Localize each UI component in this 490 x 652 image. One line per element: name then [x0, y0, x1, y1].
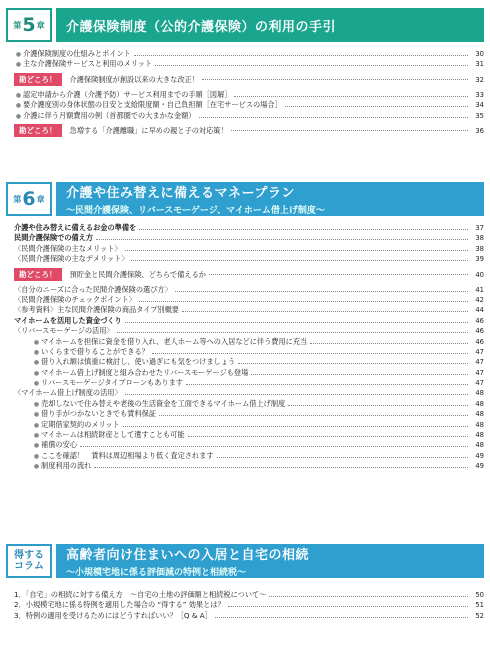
- chapter-6-toc-continued: [6, 285, 484, 472]
- toc-entry-text: 介護に伴う月額費用の例（首都圏での大まかな金額）: [23, 110, 196, 120]
- toc-entry-text: マイホームは相続財産として遺すことも可能: [41, 430, 185, 440]
- toc-page-number: 35: [475, 111, 484, 120]
- chapter-5-header: [6, 8, 484, 42]
- toc-entry-text: 1．「自宅」の相続に対する備え方 〜自宅の土地の評価額と相続税について〜: [14, 590, 267, 599]
- bullet-icon: ●: [33, 338, 40, 346]
- toc-entry-text: 借り入れ額は慎重に検討し、使い過ぎにも気をつけましょう: [41, 357, 236, 367]
- toc-page-number: 47: [475, 368, 484, 377]
- chapter-number: 6: [22, 187, 36, 210]
- toc-entry[interactable]: [6, 233, 484, 243]
- toc-page-number: 39: [475, 255, 484, 264]
- column-toc: [6, 590, 484, 621]
- toc-page-number: 30: [475, 50, 484, 58]
- chapter-5-section: [6, 8, 484, 141]
- toc-entry-text: 〈自分のニーズに合った民間介護保険の選び方〉: [14, 284, 172, 294]
- toc-entry-text: 認定申請から介護（介護予防）サービス利用までの手順［図解］: [23, 89, 232, 99]
- column-title: 高齢者向け住まいへの入居と自宅の相続: [66, 548, 310, 563]
- dot-leader: [209, 274, 468, 275]
- toc-page-number: 47: [475, 347, 484, 356]
- dot-leader: [123, 426, 468, 427]
- toc-page-number: 52: [475, 611, 484, 620]
- toc-entry-text: 〈リバースモーゲージの活用〉: [14, 326, 114, 336]
- chapter-6-title: 介護や住み替えに備えるマネープラン: [66, 186, 295, 201]
- column-title-bar: [56, 544, 484, 578]
- toc-page-number: 37: [475, 224, 484, 232]
- bullet-icon: ●: [15, 91, 22, 99]
- toc-entry[interactable]: [6, 611, 484, 621]
- dot-leader: [155, 65, 468, 66]
- point-tag: 勘どころ！: [14, 268, 62, 281]
- toc-page-number: 38: [475, 234, 484, 243]
- bullet-icon: ●: [33, 452, 40, 460]
- toc-page-number: 40: [475, 270, 484, 279]
- toc-entry-text: 補償の安心: [41, 440, 77, 450]
- toc-page-number: 48: [475, 410, 484, 419]
- toc-entry[interactable]: [6, 100, 484, 110]
- toc-entry-text: 〈参考資料〉主な民間介護保険の商品タイプ別概要: [14, 305, 179, 315]
- dot-leader: [139, 301, 468, 302]
- column-section: [6, 544, 484, 621]
- toc-entry[interactable]: [6, 590, 484, 600]
- dot-leader: [231, 130, 468, 131]
- toc-page-number: 46: [475, 316, 484, 325]
- bullet-icon: ●: [15, 51, 22, 58]
- toc-entry[interactable]: [6, 223, 484, 233]
- toc-entry[interactable]: [6, 244, 484, 254]
- column-badge: [6, 544, 52, 578]
- dot-leader: [269, 596, 468, 597]
- toc-entry[interactable]: [6, 285, 484, 295]
- dot-leader: [288, 405, 468, 406]
- dot-leader: [310, 343, 468, 344]
- dot-leader: [182, 311, 468, 312]
- dot-leader: [94, 467, 468, 468]
- chapter-5-badge: [6, 8, 52, 42]
- dot-leader: [125, 394, 468, 395]
- toc-entry-text: 主な介護保険サービスと利用のメリット: [23, 59, 153, 69]
- toc-entry-text: 売却しないで住み替えや老後の生活資金を工面できるマイホーム借上げ制度: [41, 398, 286, 408]
- bullet-icon: ●: [33, 432, 40, 440]
- dot-leader: [152, 353, 468, 354]
- chapter-6-title-bar: [56, 182, 484, 216]
- bullet-icon: ●: [33, 442, 40, 450]
- column-header: [6, 544, 484, 578]
- point-entry[interactable]: [6, 73, 484, 87]
- toc-entry-text: リバースモーゲージタイプローンもあります: [41, 378, 183, 388]
- dot-leader: [234, 96, 468, 97]
- toc-entry[interactable]: [6, 49, 484, 59]
- dot-leader: [285, 106, 468, 107]
- toc-entry-text: 3．特例の適用を受けるためにはどうすればいい？［Q & A］: [14, 610, 212, 620]
- toc-entry[interactable]: [6, 59, 484, 69]
- toc-entry-text: 要介護度別の身体状態の目安と支給限度額・自己負担額［在宅サービスの場合］: [23, 100, 282, 110]
- toc-entry[interactable]: [6, 600, 484, 610]
- toc-page-number: 36: [475, 126, 484, 135]
- dot-leader: [215, 617, 468, 618]
- toc-entry[interactable]: [6, 399, 484, 409]
- toc-entry-text: 2．小規模宅地に係る特例を適用した場合の “得する” 効果とは？: [14, 600, 225, 610]
- toc-page-number: 48: [475, 441, 484, 450]
- toc-entry-text: 〈マイホーム借上げ制度の活用〉: [14, 388, 122, 398]
- column-badge-line1: 得する: [14, 549, 44, 561]
- toc-entry[interactable]: [6, 461, 484, 471]
- chapter-suffix: 章: [36, 20, 45, 30]
- toc-page-number: 47: [475, 379, 484, 388]
- toc-page-number: 49: [475, 462, 484, 471]
- toc-entry[interactable]: [6, 326, 484, 336]
- toc-entry[interactable]: [6, 368, 484, 378]
- point-text: 預貯金と民間介護保険、どちらで備えるか: [69, 269, 206, 279]
- toc-entry[interactable]: [6, 388, 484, 398]
- bullet-icon: ●: [33, 411, 40, 419]
- dot-leader: [228, 606, 468, 607]
- point-tag: 勘どころ！: [14, 73, 62, 86]
- dot-leader: [199, 117, 468, 118]
- dot-leader: [217, 457, 468, 458]
- chapter-number: 5: [22, 13, 36, 36]
- dot-leader: [159, 415, 468, 416]
- point-tag: 勘どころ！: [14, 124, 62, 137]
- toc-entry[interactable]: [6, 111, 484, 121]
- point-text: 急増する「介護離職」に早めの親と子の対応策！: [69, 125, 228, 135]
- toc-page-number: 32: [475, 75, 484, 84]
- column-subtitle: 〜小規模宅地に係る評価減の特例と相続税〜: [66, 568, 247, 578]
- bullet-icon: ●: [33, 348, 40, 356]
- toc-entry-text: 民間介護保険での備え方: [14, 233, 94, 243]
- toc-page-number: 49: [475, 451, 484, 460]
- chapter-prefix: 第: [13, 194, 22, 204]
- bullet-icon: ●: [15, 102, 22, 110]
- chapter-5-toc: [6, 49, 484, 138]
- toc-page-number: 48: [475, 389, 484, 398]
- dot-leader: [131, 260, 468, 261]
- toc-entry-text: 〈民間介護保険のチェックポイント〉: [14, 294, 136, 304]
- chapter-6-badge: [6, 182, 52, 216]
- toc-entry[interactable]: [6, 440, 484, 450]
- dot-leader: [139, 229, 468, 230]
- toc-entry[interactable]: [6, 254, 484, 264]
- toc-entry[interactable]: [6, 420, 484, 430]
- toc-page-number: 34: [475, 101, 484, 110]
- toc-entry[interactable]: [6, 337, 484, 347]
- dot-leader: [125, 250, 468, 251]
- toc-page-number: 41: [475, 285, 484, 294]
- chapter-6-header: [6, 182, 484, 216]
- toc-page-number: 42: [475, 295, 484, 304]
- bullet-icon: ●: [33, 400, 40, 408]
- point-entry[interactable]: [6, 268, 484, 282]
- bullet-icon: ●: [33, 421, 40, 429]
- dot-leader: [117, 332, 468, 333]
- point-entry[interactable]: [6, 124, 484, 138]
- toc-entry-text: マイホームを担保に資金を借り入れ、老人ホーム等への入居などに伴う費用に充当: [41, 336, 308, 346]
- dot-leader: [238, 363, 468, 364]
- toc-entry-text: いくらまで借りることができる？: [41, 346, 149, 356]
- toc-entry[interactable]: [6, 305, 484, 315]
- toc-entry[interactable]: [6, 378, 484, 388]
- dot-leader: [188, 436, 468, 437]
- dot-leader: [125, 322, 468, 323]
- chapter-6-toc: [6, 223, 484, 265]
- bullet-icon: ●: [33, 359, 40, 367]
- bullet-icon: ●: [33, 463, 40, 471]
- toc-entry[interactable]: [6, 430, 484, 440]
- toc-entry-text: 借り手がつかないときでも賃料保証: [41, 409, 157, 419]
- toc-page-number: 38: [475, 244, 484, 253]
- toc-page-number: 46: [475, 327, 484, 336]
- toc-entry-text: 介護保険制度の仕組みとポイント: [23, 49, 131, 58]
- dot-leader: [175, 291, 468, 292]
- dot-leader: [186, 384, 468, 385]
- chapter-suffix: 章: [36, 194, 45, 204]
- dot-leader: [134, 55, 468, 56]
- toc-entry-text: 定期借家契約のメリット: [41, 419, 120, 429]
- toc-entry-text: 介護や住み替えに備えるお金の準備を: [14, 223, 137, 232]
- toc-page-number: 33: [475, 90, 484, 99]
- dot-leader: [80, 446, 468, 447]
- column-badge-line2: コラム: [14, 561, 44, 572]
- toc-page-number: 44: [475, 306, 484, 315]
- toc-entry[interactable]: [6, 347, 484, 357]
- chapter-6-subtitle: 〜民間介護保険、リバースモーゲージ、マイホーム借上げ制度〜: [66, 206, 325, 216]
- toc-entry-text: 制度利用の流れ: [41, 461, 92, 471]
- dot-leader: [251, 374, 468, 375]
- bullet-icon: ●: [33, 369, 40, 377]
- toc-entry-text: マイホーム借上げ制度と組み合わせたリバースモーゲージも登場: [41, 367, 249, 377]
- chapter-6-section: [6, 182, 484, 472]
- chapter-prefix: 第: [13, 20, 22, 30]
- toc-page-number: 47: [475, 358, 484, 367]
- toc-entry[interactable]: [6, 409, 484, 419]
- bullet-icon: ●: [33, 380, 40, 388]
- toc-page-number: 51: [475, 601, 484, 610]
- toc-entry-text: マイホームを活用した資金づくり: [14, 315, 122, 325]
- toc-entry-text: ここを確認！ 賃料は周辺相場より低く査定されます: [41, 450, 214, 460]
- toc-entry-text: 〈民間介護保険の主なデメリット〉: [14, 254, 129, 264]
- toc-page-number: 48: [475, 399, 484, 408]
- bullet-icon: ●: [15, 61, 22, 69]
- toc-page-number: 48: [475, 431, 484, 440]
- toc-entry[interactable]: [6, 295, 484, 305]
- chapter-5-title-bar: [56, 8, 484, 42]
- point-text: 介護保険制度が創設以来の大きな改正！: [69, 74, 199, 84]
- bullet-icon: ●: [15, 112, 22, 120]
- dot-leader: [202, 79, 468, 80]
- toc-page-number: 46: [475, 337, 484, 346]
- toc-entry[interactable]: [6, 316, 484, 326]
- toc-entry[interactable]: [6, 357, 484, 367]
- dot-leader: [96, 239, 468, 240]
- toc-entry[interactable]: [6, 90, 484, 100]
- toc-page-number: 48: [475, 420, 484, 429]
- toc-page-number: 50: [475, 591, 484, 599]
- toc-page-number: 31: [475, 60, 484, 69]
- toc-entry[interactable]: [6, 451, 484, 461]
- toc-entry-text: 〈民間介護保険の主なメリット〉: [14, 243, 122, 253]
- chapter-5-title: 介護保険制度（公的介護保険）の利用の手引: [66, 19, 337, 35]
